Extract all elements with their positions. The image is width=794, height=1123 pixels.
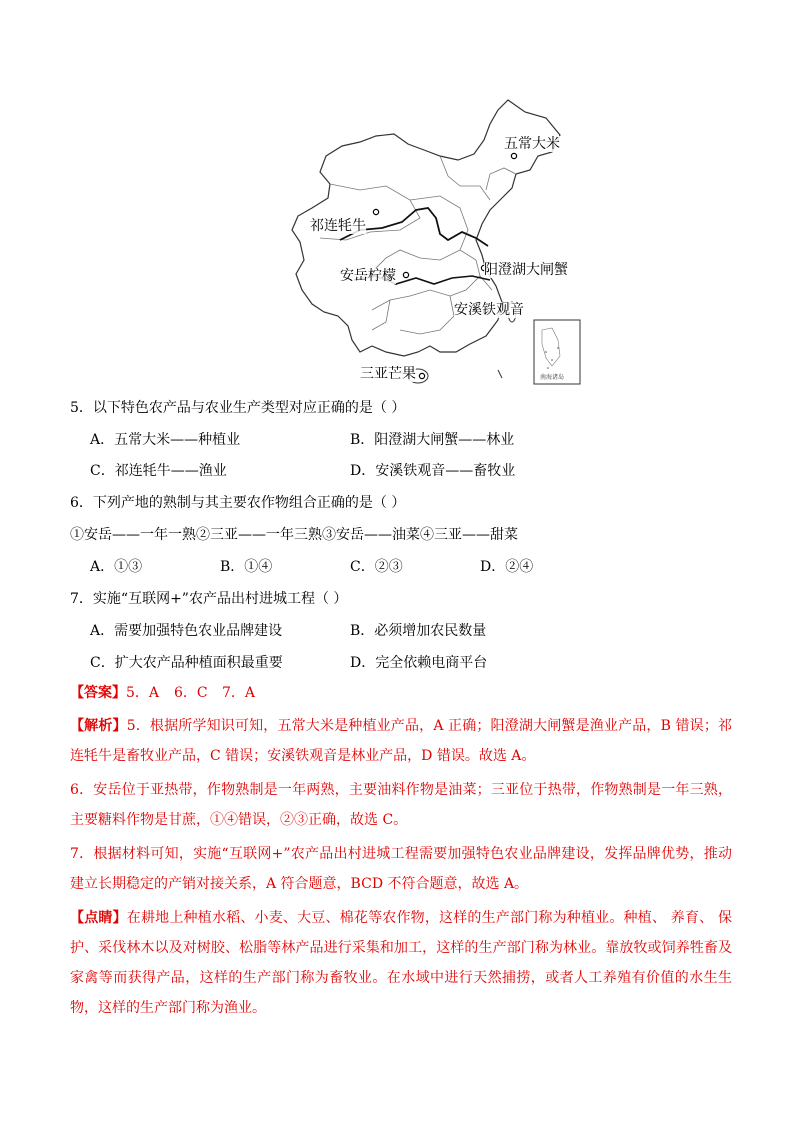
map-label-qilian: 祁连牦牛 xyxy=(310,218,366,234)
q6-option-d: D．②④ xyxy=(480,559,534,575)
answer-item-6: 6．C xyxy=(174,685,208,701)
analysis-p6 xyxy=(70,775,732,835)
analysis-p7 xyxy=(70,839,732,899)
tip-tag: 【点睛】 xyxy=(70,910,127,926)
q6-statements: ①安岳——一年一熟②三亚——一年三熟③安岳——油菜④三亚——甜菜 xyxy=(70,527,518,543)
q7-stem: 7．实施“互联网+”农产品出村进城工程（ ） xyxy=(70,591,348,607)
answer-line xyxy=(70,684,255,702)
q5-option-c: C．祁连牦牛——渔业 xyxy=(90,463,227,479)
map-label-wuchang: 五常大米 xyxy=(504,136,560,152)
q7-option-d: D．完全依赖电商平台 xyxy=(350,655,488,671)
map-label-anxi: 安溪铁观音 xyxy=(454,302,524,318)
q7-option-c: C．扩大农产品种植面积最重要 xyxy=(90,655,283,671)
q5-stem: 5．以下特色农产品与农业生产类型对应正确的是（ ） xyxy=(70,400,406,416)
q6-option-a: A．①③ xyxy=(90,559,143,575)
map-inset-label: 南海诸岛 xyxy=(540,374,565,381)
answer-item-5: 5．A xyxy=(126,685,160,701)
analysis-p6-text: 6．安岳位于亚热带，作物熟制是一年两熟，主要油料作物是油菜；三亚位于热带，作物熟制是一年三熟，主要糖料作物是甘蔗，①④错误，②③正确，故选 C。 xyxy=(70,782,732,828)
china-map xyxy=(290,90,590,390)
analysis-p5-text: 5．根据所学知识可知，五常大米是种植业产品，A 正确；阳澄湖大闸蟹是渔业产品，B 错误；祁连牦牛是畜牧业产品，C 错误；安溪铁观音是林业产品，D 错误。故选 A。 xyxy=(70,718,732,764)
map-label-yangcheng: 阳澄湖大闸蟹 xyxy=(484,262,568,278)
q7-option-a: A．需要加强特色农业品牌建设 xyxy=(90,623,283,639)
q6-option-b: B．①④ xyxy=(220,559,273,575)
map-label-sanya: 三亚芒果 xyxy=(360,366,416,382)
answer-item-7: 7．A xyxy=(222,685,256,701)
tip-paragraph xyxy=(70,903,732,1023)
analysis-tag: 【解析】 xyxy=(70,718,127,734)
q6-option-c: C．②③ xyxy=(350,559,403,575)
analysis-p7-text: 7．根据材料可知，实施“互联网+”农产品出村进城工程需要加强特色农业品牌建设，发挥品牌优势，推动建立长期稳定的产销对接关系，A 符合题意，BCD 不符合题意，故选 A。 xyxy=(70,846,732,892)
china-map-outline xyxy=(290,90,590,390)
tip-text: 在耕地上种植水稻、小麦、大豆、棉花等农作物，这样的生产部门称为种植业。种植、 养育、 保护、采伐林木以及对树胶、松脂等林产品进行采集和加工，这样的生产部门称为林业。靠放牧或饲养牲畜及家禽等而获得产品，这样的生产部门称为畜牧业。在水域中进行天然捕捞，或者人工养殖有价值的水生生物，这样的生产部门称为渔业。 xyxy=(70,910,732,1016)
q6-stem: 6．下列产地的熟制与其主要农作物组合正确的是（ ） xyxy=(70,495,406,511)
q7-option-b: B．必须增加农民数量 xyxy=(350,623,487,639)
q5-option-b: B．阳澄湖大闸蟹——林业 xyxy=(350,432,515,448)
analysis-p5 xyxy=(70,711,732,771)
q5-option-d: D．安溪铁观音——畜牧业 xyxy=(350,463,516,479)
answer-tag: 【答案】 xyxy=(70,685,126,701)
q5-option-a: A．五常大米——种植业 xyxy=(90,432,241,448)
map-label-anyue: 安岳柠檬 xyxy=(340,268,396,284)
